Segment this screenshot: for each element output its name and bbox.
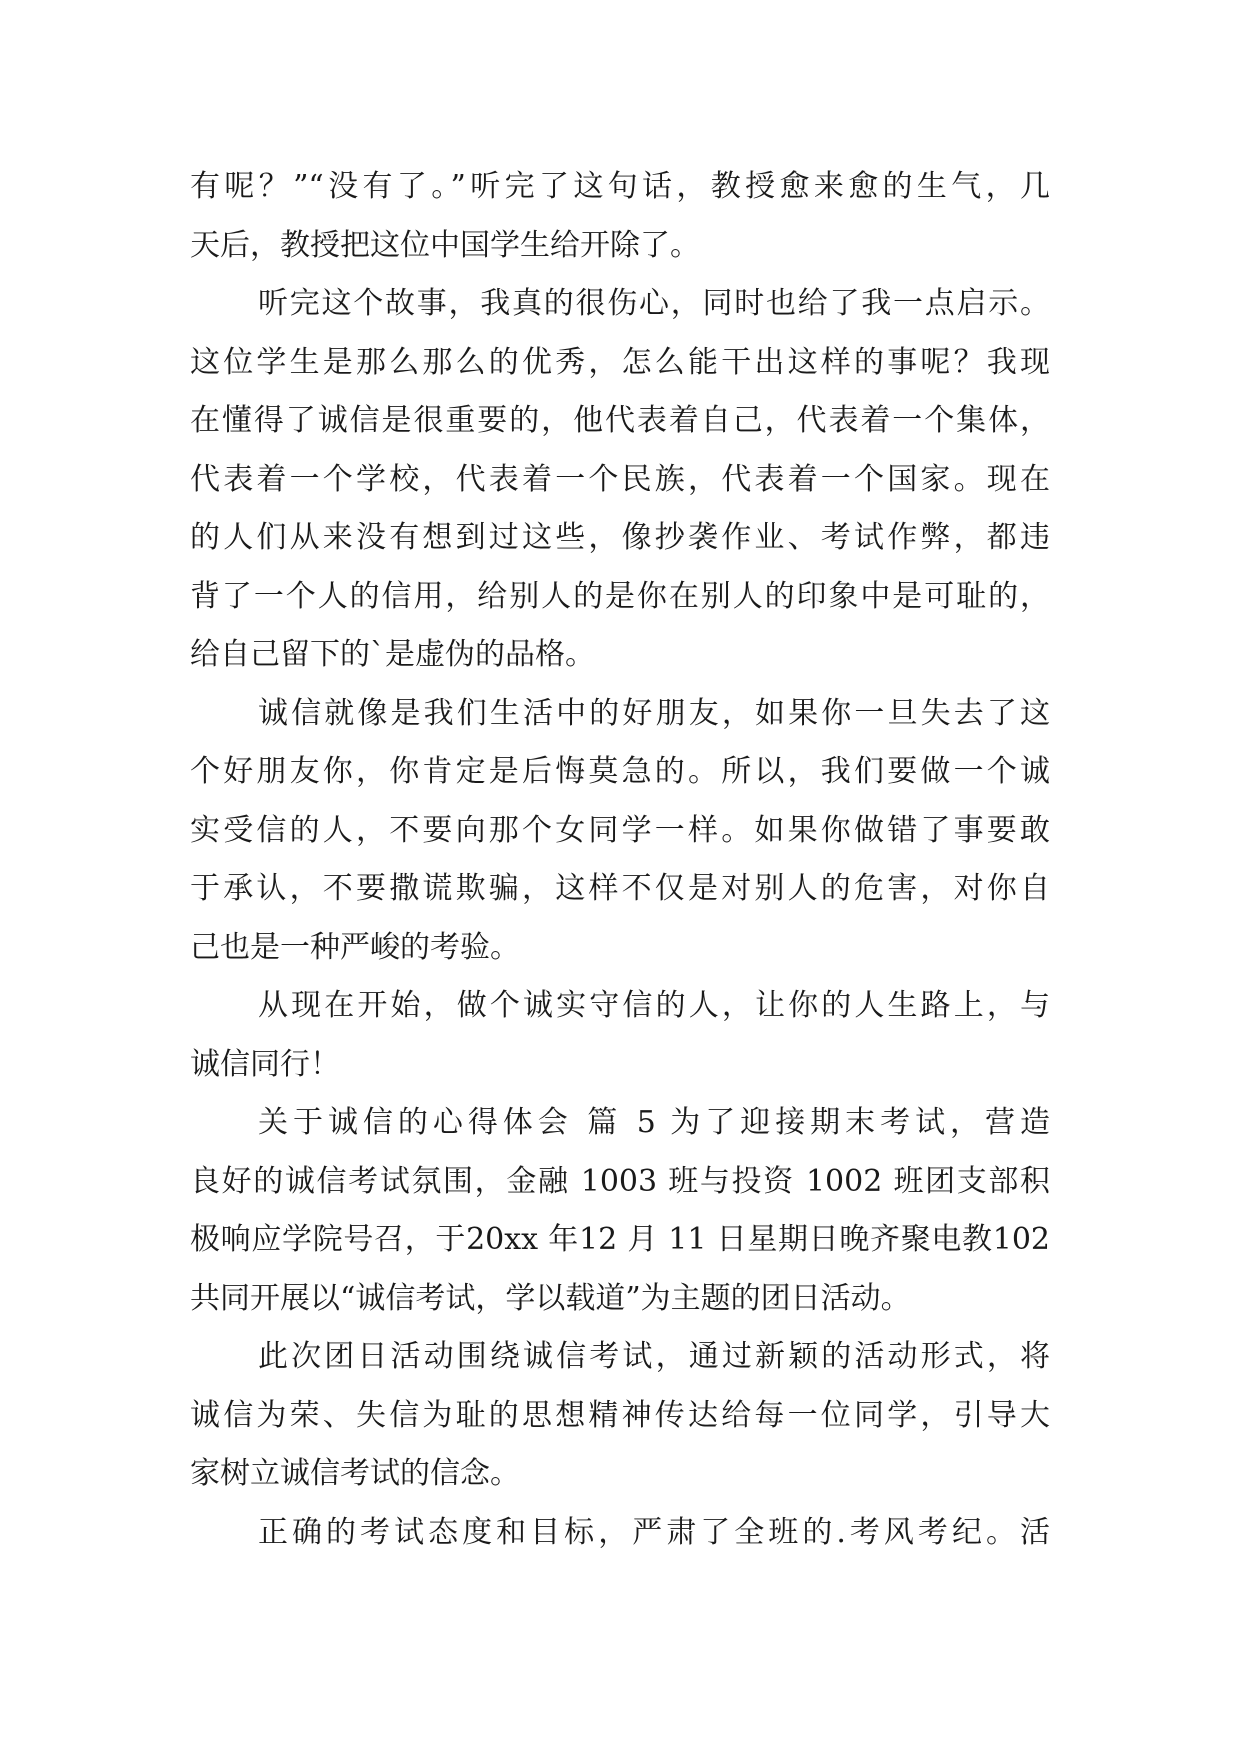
paragraph [190,685,1050,978]
paragraph [190,158,1050,275]
paragraph [190,1504,1050,1563]
text-line: 这位学生是那么那么的优秀，怎么能干出这样的事呢？我现 [190,344,1050,380]
text-line: 家树立诚信考试的信念。 [190,1456,520,1491]
text-line: 于承认，不要撒谎欺骗，这样不仅是对别人的危害，对你自 [190,871,1050,906]
text-line: 给自己留下的`是虚伪的品格。 [190,637,595,672]
text-line: 诚信为荣、失信为耻的思想精神传达给每一位同学，引导大 [190,1397,1050,1433]
text-line: 听完这个故事，我真的很伤心，同时也给了我一点启示。 [258,286,1050,321]
paragraph [190,1094,1050,1328]
text-line: 在懂得了诚信是很重要的，他代表着自己，代表着一个集体， [190,403,1050,438]
paragraph [190,275,1050,685]
text-line: 诚信就像是我们生活中的好朋友，如果你一旦失去了这 [258,695,1050,731]
text-line: 实受信的人，不要向那个女同学一样。如果你做错了事要敢 [190,812,1050,848]
text-line: 天后，教授把这位中国学生给开除了。 [190,227,700,263]
text-line: 此次团日活动围绕诚信考试，通过新颖的活动形式，将 [258,1339,1050,1374]
text-line: 诚信同行！ [190,1046,340,1082]
text-line: 背了一个人的信用，给别人的是你在别人的印象中是可耻的， [190,578,1050,614]
paragraph [190,1328,1050,1504]
text-line: 有呢？”“没有了。”听完了这句话，教授愈来愈的生气，几 [190,169,1050,204]
text-line: 的人们从来没有想到过这些，像抄袭作业、考试作弊，都违 [190,520,1050,555]
document-body [190,158,1050,1562]
text-line: 代表着一个学校，代表着一个民族，代表着一个国家。现在 [190,461,1050,497]
text-line: 从现在开始，做个诚实守信的人，让你的人生路上，与 [258,988,1050,1023]
text-line: 正确的考试态度和目标，严肃了全班的.考风考纪。活 [258,1514,1050,1550]
text-line: 极响应学院号召，于20xx 年12 月 11 日星期日晚齐聚电教102 [190,1222,1050,1257]
paragraph [190,977,1050,1094]
text-line: 关于诚信的心得体会 篇 5 为了迎接期末考试，营造 [258,1105,1050,1140]
text-line: 己也是一种严峻的考验。 [190,929,520,965]
text-line: 良好的诚信考试氛围，金融 1003 班与投资 1002 班团支部积 [190,1163,1050,1199]
text-line: 个好朋友你，你肯定是后悔莫急的。所以，我们要做一个诚 [190,754,1050,789]
text-line: 共同开展以“诚信考试，学以载道”为主题的团日活动。 [190,1280,911,1316]
